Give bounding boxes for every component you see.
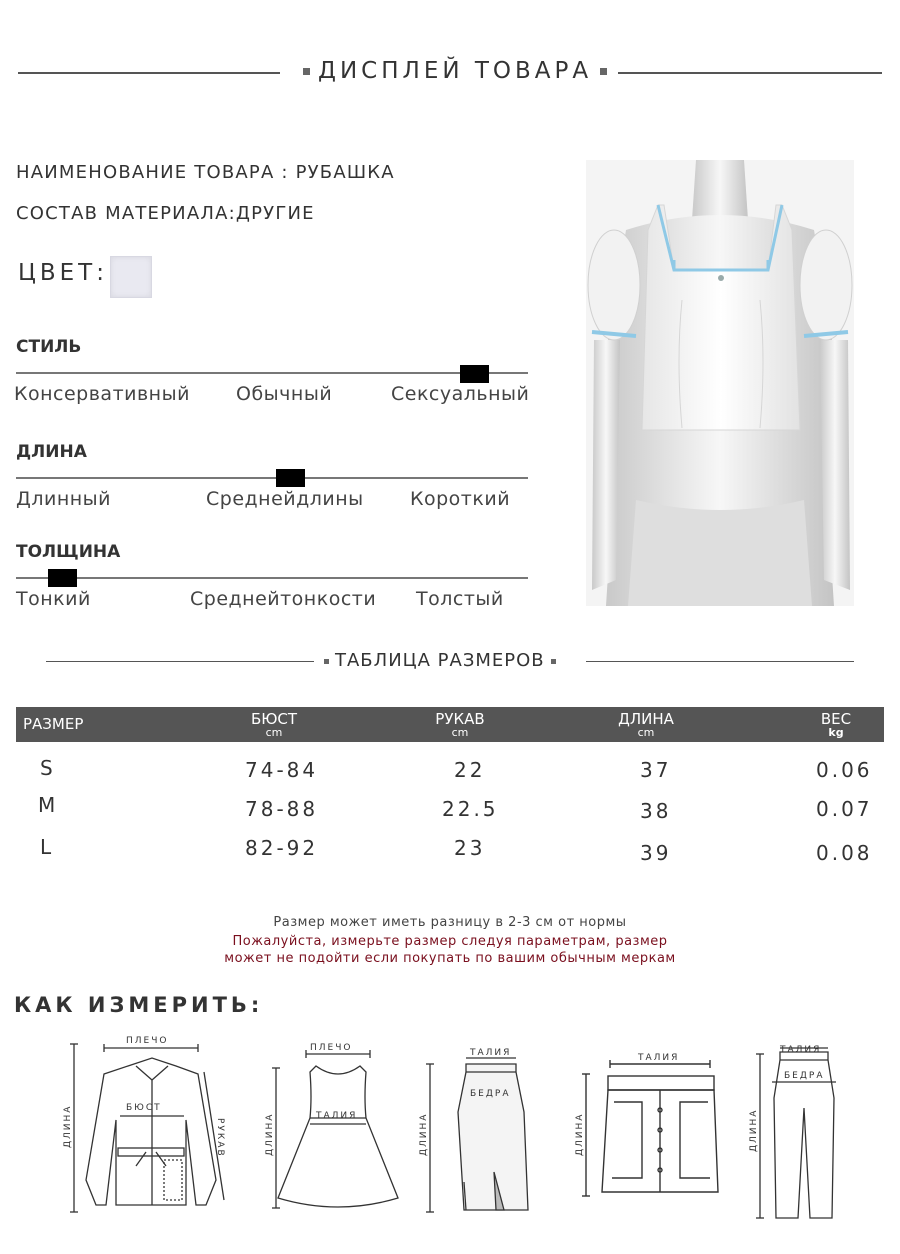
title-rule-left xyxy=(18,72,280,74)
title-rule-right xyxy=(618,72,882,74)
table-row-l-length: 39 xyxy=(640,841,672,865)
length-scale-label: ДЛИНА xyxy=(16,442,87,462)
square-bullet-icon xyxy=(600,68,607,75)
dress-diagram-icon xyxy=(258,1038,418,1218)
thickness-scale-label: ТОЛЩИНА xyxy=(16,542,121,562)
table-row-m-size: M xyxy=(38,793,59,817)
table-row-m-weight: 0.07 xyxy=(816,797,873,821)
skirt-hips-label: БЕДРА xyxy=(470,1089,511,1099)
measure-warning-line1: Пожалуйста, измерьте размер следуя параметрам, размер xyxy=(232,934,668,949)
size-rule-right xyxy=(586,661,854,662)
table-row-l-bust: 82-92 xyxy=(245,836,319,860)
mannequin-photo-icon xyxy=(586,160,854,606)
shorts-diagram-icon xyxy=(572,1046,742,1206)
pants-hips-label: БЕДРА xyxy=(784,1071,825,1081)
square-bullet-icon xyxy=(324,659,329,664)
thickness-option-thick: Толстый xyxy=(416,588,504,610)
style-scale-line xyxy=(16,372,528,374)
product-name: НАИМЕНОВАНИЕ ТОВАРА : РУБАШКА xyxy=(16,162,395,183)
length-option-medium: Среднейдлины xyxy=(206,488,364,510)
length-option-short: Короткий xyxy=(410,488,511,510)
shorts-length-label: ДЛИНА xyxy=(575,1112,585,1156)
shorts-waist-label: ТАЛИЯ xyxy=(638,1053,680,1063)
table-row-s-size: S xyxy=(40,756,56,780)
thickness-option-thin: Тонкий xyxy=(16,588,91,610)
dress-length-label: ДЛИНА xyxy=(265,1112,275,1156)
header-length: ДЛИНА cm xyxy=(618,710,674,739)
product-color-label: ЦВЕТ: xyxy=(18,260,108,286)
table-row-s-length: 37 xyxy=(640,758,672,782)
table-row-s-sleeve: 22 xyxy=(454,758,486,782)
style-scale-marker xyxy=(460,365,489,383)
length-scale-line xyxy=(16,477,528,479)
header-size: РАЗМЕР xyxy=(23,715,84,733)
jacket-bust-label: БЮСТ xyxy=(126,1103,162,1113)
header-bust: БЮСТ cm xyxy=(250,710,298,739)
jacket-length-label: ДЛИНА xyxy=(63,1104,73,1148)
skirt-waist-label: ТАЛИЯ xyxy=(470,1048,512,1058)
how-to-measure-title: КАК ИЗМЕРИТЬ: xyxy=(14,993,264,1017)
thickness-scale-marker xyxy=(48,569,77,587)
product-photo xyxy=(586,160,854,606)
table-row-l-size: L xyxy=(40,835,55,859)
product-material: СОСТАВ МАТЕРИАЛА:ДРУГИЕ xyxy=(16,203,315,224)
measure-warning-line2: может не подойти если покупать по вашим обычным меркам xyxy=(224,951,676,966)
jacket-diagram-icon xyxy=(56,1030,246,1220)
table-row-m-length: 38 xyxy=(640,799,672,823)
table-row-s-bust: 74-84 xyxy=(245,758,319,782)
dress-shoulder-label: ПЛЕЧО xyxy=(310,1043,353,1053)
table-row-m-sleeve: 22.5 xyxy=(442,797,499,821)
dress-waist-label: ТАЛИЯ xyxy=(316,1111,358,1121)
style-option-sexy: Сексуальный xyxy=(391,383,530,405)
thickness-scale-line xyxy=(16,577,528,579)
skirt-length-label: ДЛИНА xyxy=(419,1112,429,1156)
display-section-title: ДИСПЛЕЙ ТОВАРА xyxy=(295,58,615,84)
size-table-header xyxy=(16,707,884,742)
pants-waist-label: ТАЛИЯ xyxy=(780,1045,822,1055)
skirt-diagram-icon xyxy=(412,1042,562,1218)
jacket-sleeve-label: РУКАВ xyxy=(215,1118,225,1158)
table-row-l-sleeve: 23 xyxy=(454,836,486,860)
table-row-m-bust: 78-88 xyxy=(245,797,319,821)
table-row-s-weight: 0.06 xyxy=(816,758,873,782)
style-scale-label: СТИЛЬ xyxy=(16,337,82,357)
style-option-conservative: Консервативный xyxy=(14,383,190,405)
pants-diagram-icon xyxy=(746,1038,856,1222)
size-rule-left xyxy=(46,661,314,662)
pants-length-label: ДЛИНА xyxy=(749,1108,759,1152)
thickness-option-medium: Среднейтонкости xyxy=(190,588,377,610)
length-scale-marker xyxy=(276,469,305,487)
table-row-l-weight: 0.08 xyxy=(816,841,873,865)
length-option-long: Длинный xyxy=(16,488,112,510)
jacket-shoulder-label: ПЛЕЧО xyxy=(126,1036,169,1046)
header-weight: ВЕС kg xyxy=(820,710,852,739)
square-bullet-icon xyxy=(551,659,556,664)
square-bullet-icon xyxy=(303,68,310,75)
size-note: Размер может иметь разницу в 2-3 см от нормы xyxy=(273,915,627,930)
color-swatch[interactable] xyxy=(110,256,152,298)
style-option-normal: Обычный xyxy=(236,383,333,405)
header-sleeve: РУКАВ cm xyxy=(435,710,485,739)
size-section-title: ТАБЛИЦА РАЗМЕРОВ xyxy=(318,650,562,671)
